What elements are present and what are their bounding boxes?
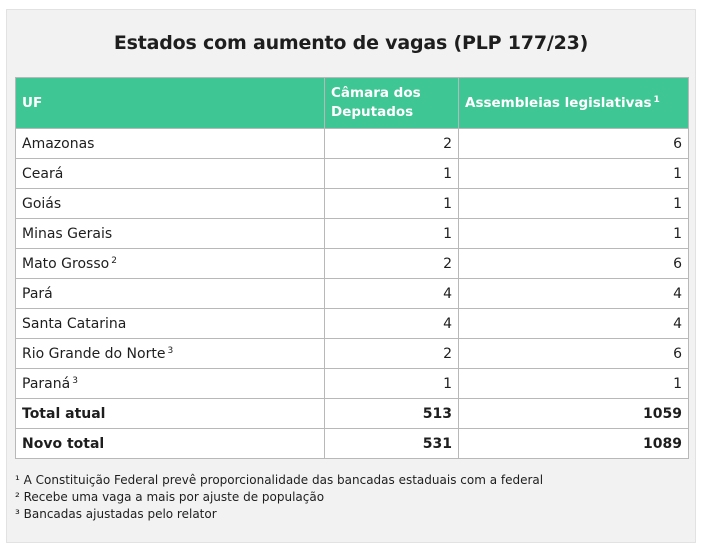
footnote-marker: 3 bbox=[167, 345, 174, 356]
total-camara: 513 bbox=[325, 399, 459, 429]
cell-assembleias: 1 bbox=[459, 159, 689, 189]
table-row bbox=[16, 369, 689, 399]
cell-camara: 1 bbox=[325, 159, 459, 189]
uf-name: Mato Grosso bbox=[22, 255, 110, 272]
table-row bbox=[16, 249, 689, 279]
uf-name: Goiás bbox=[22, 195, 62, 212]
footnote: ³ Bancadas ajustadas pelo relator bbox=[15, 507, 217, 521]
uf-name: Amazonas bbox=[22, 135, 95, 152]
cell-camara: 4 bbox=[325, 309, 459, 339]
cell-uf bbox=[16, 219, 325, 249]
cell-uf bbox=[16, 339, 325, 369]
total-assembleias: 1059 bbox=[459, 399, 689, 429]
cell-assembleias: 1 bbox=[459, 219, 689, 249]
total-row bbox=[16, 399, 689, 429]
cell-uf bbox=[16, 309, 325, 339]
table-row bbox=[16, 189, 689, 219]
cell-assembleias: 4 bbox=[459, 309, 689, 339]
table-row bbox=[16, 309, 689, 339]
total-row bbox=[16, 429, 689, 459]
total-assembleias: 1089 bbox=[459, 429, 689, 459]
uf-name: Minas Gerais bbox=[22, 225, 113, 242]
cell-uf bbox=[16, 189, 325, 219]
header-camara: Câmara dos Deputados bbox=[325, 78, 459, 129]
cell-camara: 2 bbox=[325, 129, 459, 159]
cell-uf bbox=[16, 279, 325, 309]
cell-uf bbox=[16, 159, 325, 189]
table-header-row bbox=[16, 78, 689, 129]
data-table bbox=[15, 77, 689, 459]
header-uf: UF bbox=[16, 78, 325, 129]
cell-camara: 1 bbox=[325, 219, 459, 249]
cell-uf bbox=[16, 369, 325, 399]
page-title: Estados com aumento de vagas (PLP 177/23) bbox=[113, 32, 589, 54]
chart-card bbox=[6, 9, 696, 543]
table-row bbox=[16, 279, 689, 309]
total-label: Novo total bbox=[16, 429, 325, 459]
total-label: Total atual bbox=[16, 399, 325, 429]
cell-assembleias: 6 bbox=[459, 249, 689, 279]
header-assembleias bbox=[459, 78, 689, 129]
cell-uf bbox=[16, 249, 325, 279]
table-row bbox=[16, 339, 689, 369]
cell-camara: 2 bbox=[325, 249, 459, 279]
footnote: ¹ A Constituição Federal prevê proporcionalidade das bancadas estaduais com a federal bbox=[15, 473, 544, 487]
header-footnote-marker: 1 bbox=[653, 94, 660, 105]
footnote: ² Recebe uma vaga a mais por ajuste de população bbox=[15, 490, 325, 504]
footnotes bbox=[15, 472, 543, 523]
uf-name: Paraná bbox=[22, 375, 71, 392]
footnote-marker: 2 bbox=[111, 255, 117, 266]
table-row bbox=[16, 219, 689, 249]
uf-name: Rio Grande do Norte bbox=[22, 345, 166, 362]
cell-camara: 1 bbox=[325, 369, 459, 399]
table-row bbox=[16, 159, 689, 189]
cell-assembleias: 6 bbox=[459, 339, 689, 369]
table-body bbox=[16, 129, 689, 459]
header-assembleias-label: Assembleias legislativas bbox=[465, 94, 652, 111]
cell-uf bbox=[16, 129, 325, 159]
table-row bbox=[16, 129, 689, 159]
cell-assembleias: 1 bbox=[459, 189, 689, 219]
cell-assembleias: 4 bbox=[459, 279, 689, 309]
uf-name: Ceará bbox=[22, 165, 64, 182]
uf-name: Santa Catarina bbox=[22, 315, 127, 332]
cell-camara: 4 bbox=[325, 279, 459, 309]
uf-name: Pará bbox=[22, 285, 53, 302]
cell-assembleias: 1 bbox=[459, 369, 689, 399]
cell-camara: 2 bbox=[325, 339, 459, 369]
footnote-marker: 3 bbox=[72, 375, 78, 386]
total-camara: 531 bbox=[325, 429, 459, 459]
cell-assembleias: 6 bbox=[459, 129, 689, 159]
cell-camara: 1 bbox=[325, 189, 459, 219]
